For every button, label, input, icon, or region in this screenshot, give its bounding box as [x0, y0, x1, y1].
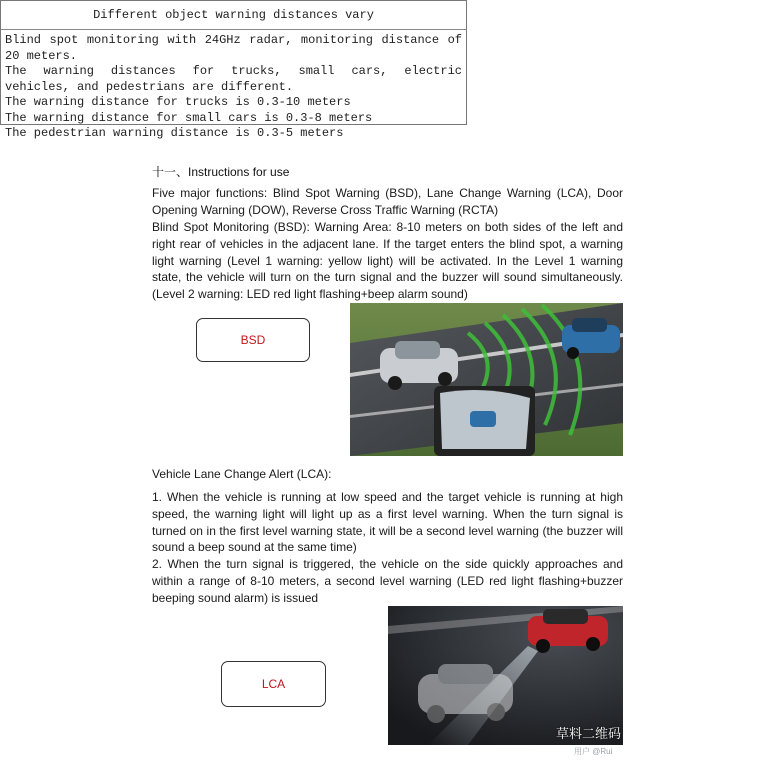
distance-line-pedestrians: The pedestrian warning distance is 0.3-5 meters	[5, 126, 344, 140]
bsd-label-box	[196, 318, 310, 362]
distance-line-small-cars: The warning distance for small cars is 0.3-8 meters	[5, 110, 373, 125]
bsd-label: BSD	[240, 333, 266, 347]
warning-distance-title: Different object warning distances vary	[1, 1, 466, 30]
lca-label-box	[221, 661, 326, 707]
lca-point-1: 1. When the vehicle is running at low speed and the target vehicle is running at high speed, the warning light will light up as a first level warning. When the turn signal is turned on in the first level warning state, it will be a second level warning (the buzzer will sound a beep sound at the same time)	[152, 490, 623, 555]
distance-line-radar: Blind spot monitoring with 24GHz radar, monitoring distance of 20 meters.	[5, 33, 462, 63]
bsd-road-image	[350, 303, 623, 456]
watermark-brand: 草料二维码	[556, 726, 622, 741]
warning-distance-box	[0, 0, 467, 140]
lca-heading: Vehicle Lane Change Alert (LCA):	[152, 467, 332, 481]
bsd-illustration	[350, 303, 623, 456]
bsd-paragraph: Blind Spot Monitoring (BSD): Warning Area: 8-10 meters on both sides of the left and right rear of vehicles in the adjacent lane. If the target enters the blind spot, a warning light warning (Level 1 warning: yellow light) will be activated. In the Level 1 warning state, the vehicle will turn on the turn signal and the buzzer will sound simultaneously. (Level 2 warning: LED red light flashing+beep alarm sound)	[152, 220, 623, 302]
lca-point-2: 2. When the turn signal is triggered, the vehicle on the side quickly approaches and within a range of 8-10 meters, a second level warning (LED red light flashing+buzzer beeping sound alarm) is issued	[152, 557, 623, 605]
distance-line-trucks: The warning distance for trucks is 0.3-10 meters	[5, 95, 351, 109]
lca-illustration	[388, 606, 623, 745]
instructions-heading: 十一、Instructions for use	[152, 165, 290, 179]
watermark-sub: 用户 @Rui	[574, 747, 613, 756]
functions-line: Five major functions: Blind Spot Warning (BSD), Lane Change Warning (LCA), Door Opening Warning (DOW), Reverse Cross Traffic Warning (RCTA)	[152, 186, 623, 217]
lca-label: LCA	[261, 677, 286, 691]
distance-line-types: The warning distances for trucks, small cars, electric vehicles, and pedestrians are different.	[5, 64, 462, 94]
